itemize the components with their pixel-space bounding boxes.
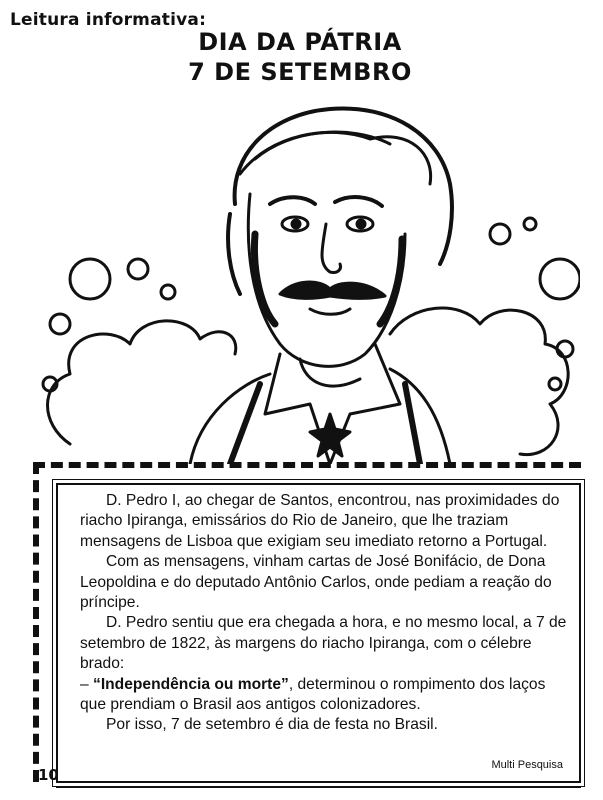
paragraph-letters: Com as mensagens, vinham cartas de José Bonifácio, de Dona Leopoldina e do deputado Antônio Carlos, onde pediam a reação do príncipe. [80, 553, 552, 612]
motto-quote: “Independência ou morte” [93, 675, 289, 693]
informative-text-box [56, 483, 581, 783]
page-subtitle-date: 7 DE SETEMBRO [188, 58, 412, 86]
source-credit: Multi Pesquisa [491, 758, 563, 771]
section-label: Leitura informativa: [10, 10, 207, 30]
page-title: DIA DA PÁTRIA [198, 28, 402, 56]
bottom-rule [56, 786, 581, 788]
paragraph-motto [80, 675, 569, 716]
motto-continuation: , determinou o rompimento dos laços que prendiam o Brasil aos antigos colonizadores. [80, 675, 546, 714]
paragraph-conclusion: Por isso, 7 de setembro é dia de festa no Brasil. [106, 716, 438, 734]
page-number: 10 [38, 766, 59, 784]
portrait-illustration-icon [30, 84, 580, 464]
paragraph-decision: D. Pedro sentiu que era chegada a hora, e no mesmo local, a 7 de setembro de 1822, às margens do riacho Ipiranga, com o célebre brado: [80, 614, 567, 673]
motto-dash: – [80, 675, 94, 693]
paragraph-arrival: D. Pedro I, ao chegar de Santos, encontrou, nas proximidades do riacho Ipiranga, emissários do Rio de Janeiro, que lhe traziam mensagens de Lisboa que exigiam seu imediato retorno a Portugal. [80, 492, 560, 550]
